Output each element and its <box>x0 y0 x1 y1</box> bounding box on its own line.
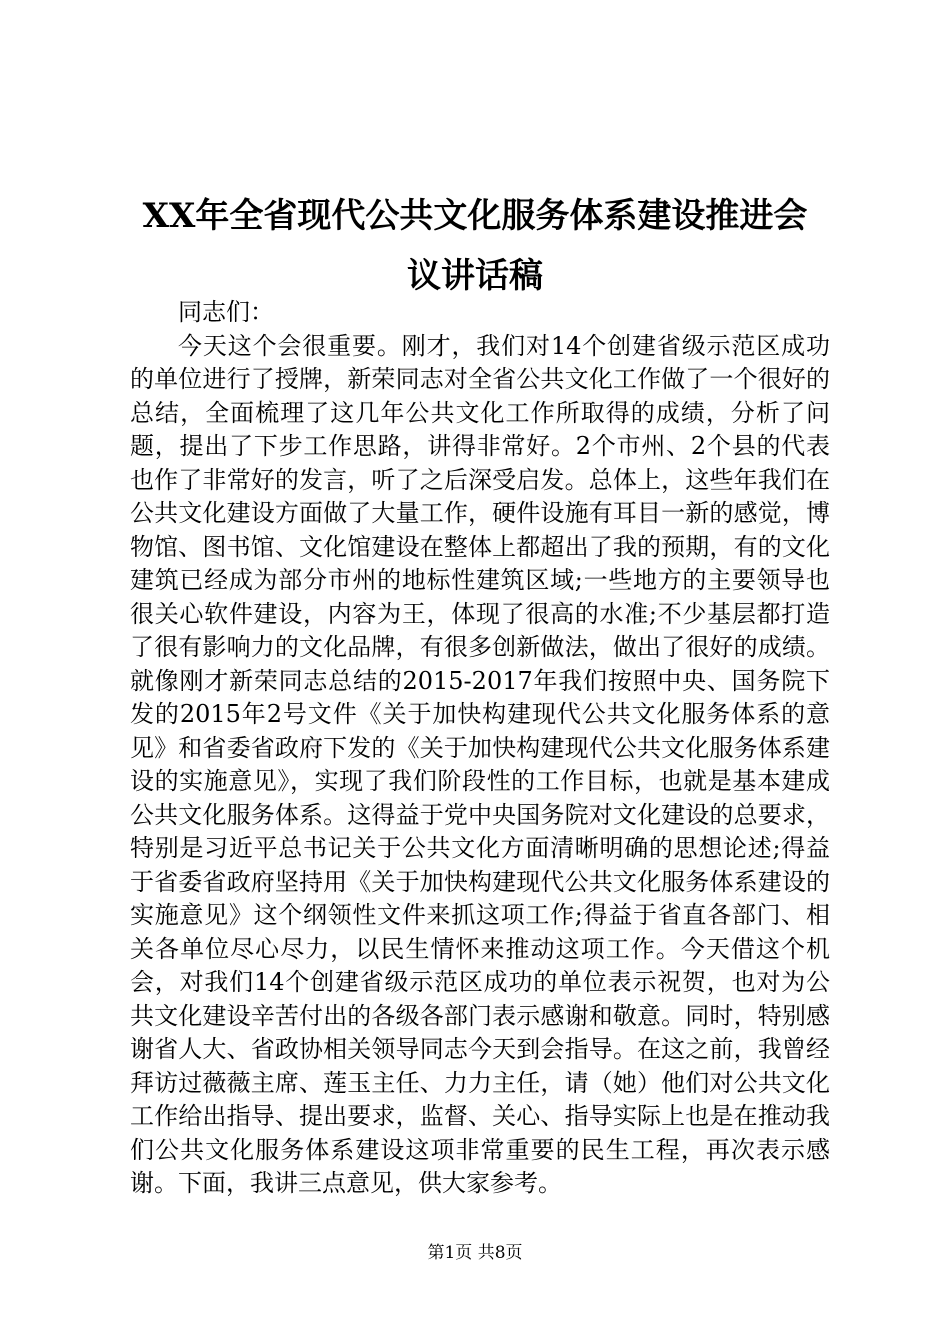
body-paragraph: 今天这个会很重要。刚才，我们对14个创建省级示范区成功的单位进行了授牌，新荣同志对全省公共文化工作做了一个很好的总结，全面梳理了这几年公共文化工作所取得的成绩，分析了问题，提出了下步工作思路，讲得非常好。2个市州、2个县的代表也作了非常好的发言，听了之后深受启发。总体上，这些年我们在公共文化建设方面做了大量工作，硬件设施有耳目一新的感觉，博物馆、图书馆、文化馆建设在整体上都超出了我的预期，有的文化建筑已经成为部分市州的地标性建筑区域;一些地方的主要领导也很关心软件建设，内容为王，体现了很高的水准;不少基层都打造了很有影响力的文化品牌，有很多创新做法，做出了很好的成绩。就像刚才新荣同志总结的2015-2017年我们按照中央、国务院下发的2015年2号文件《关于加快构建现代公共文化服务体系的意见》和省委省政府下发的《关于加快构建现代公共文化服务体系建设的实施意见》，实现了我们阶段性的工作目标，也就是基本建成公共文化服务体系。这得益于党中央国务院对文化建设的总要求，特别是习近平总书记关于公共文化方面清晰明确的思想论述;得益于省委省政府坚持用《关于加快构建现代公共文化服务体系建设的实施意见》这个纲领性文件来抓这项工作;得益于省直各部门、相关各单位尽心尽力，以民生情怀来推动这项工作。今天借这个机会，对我们14个创建省级示范区成功的单位表示祝贺，也对为公共文化建设辛苦付出的各级各部门表示感谢和敬意。同时，特别感谢省人大、省政协相关领导同志今天到会指导。在这之前，我曾经拜访过薇薇主席、莲玉主任、力力主任，请（她）他们对公共文化工作给出指导、提出要求，监督、关心、指导实际上也是在推动我们公共文化服务体系建设这项非常重要的民生工程，再次表示感谢。下面，我讲三点意见，供大家参考。 <box>130 331 830 1197</box>
page-indicator: 第1页 共8页 <box>427 1243 523 1263</box>
document-body <box>130 296 830 1201</box>
document-title <box>120 186 830 306</box>
page-footer <box>0 1241 950 1265</box>
document-title-line-1: XX年全省现代公共文化服务体系建设推进会 <box>142 196 808 236</box>
salutation: 同志们： <box>178 298 274 326</box>
document-title-line-2: 议讲话稿 <box>407 256 543 296</box>
